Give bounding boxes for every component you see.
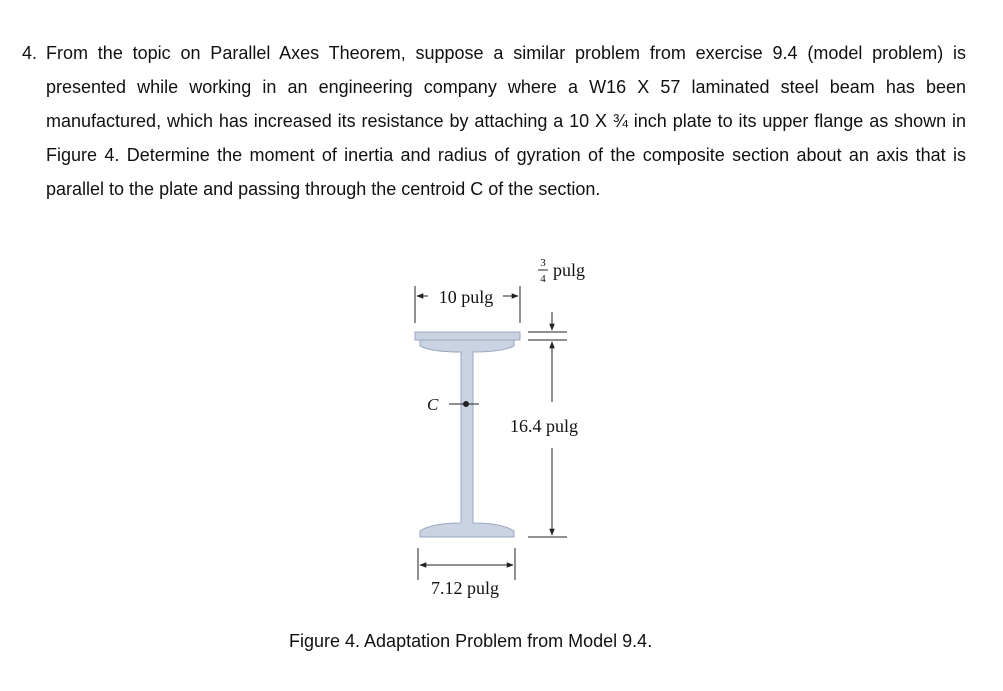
plate-width-label: 10 pulg: [438, 287, 494, 307]
figure-caption: Figure 4. Adaptation Problem from Model 9.4.: [289, 631, 653, 651]
problem-number: 4.: [22, 43, 38, 63]
plate-thickness-unit: pulg: [553, 260, 586, 280]
flange-width-dimension: [418, 548, 515, 580]
centroid-marker: [449, 401, 479, 407]
problem-text: From the topic on Parallel Axes Theorem, suppose a similar problem from exercise 9.4 (model problem) is presented while working in an engineering company where a W16 X 57 laminated steel beam has been manufactured, which has increased its resistance by attaching a 10 X ¾ inch plate to its upper flange as shown in Figure 4. Determine the moment of inertia and radius of gyration of the composite section about an axis that is parallel to the plate and passing through the centroid C of the section.: [46, 43, 966, 199]
cover-plate: [415, 332, 520, 340]
plate-thickness-denominator: 4: [540, 273, 546, 285]
beam-depth-label: 16.4 pulg: [509, 416, 579, 436]
plate-thickness-numerator: 3: [540, 257, 546, 269]
beam-depth-dimension: [528, 342, 567, 537]
flange-width-label: 7.12 pulg: [430, 578, 500, 598]
plate-thickness-dimension: [528, 312, 567, 340]
centroid-label: C: [427, 395, 439, 414]
w-shape-beam: [420, 340, 514, 537]
